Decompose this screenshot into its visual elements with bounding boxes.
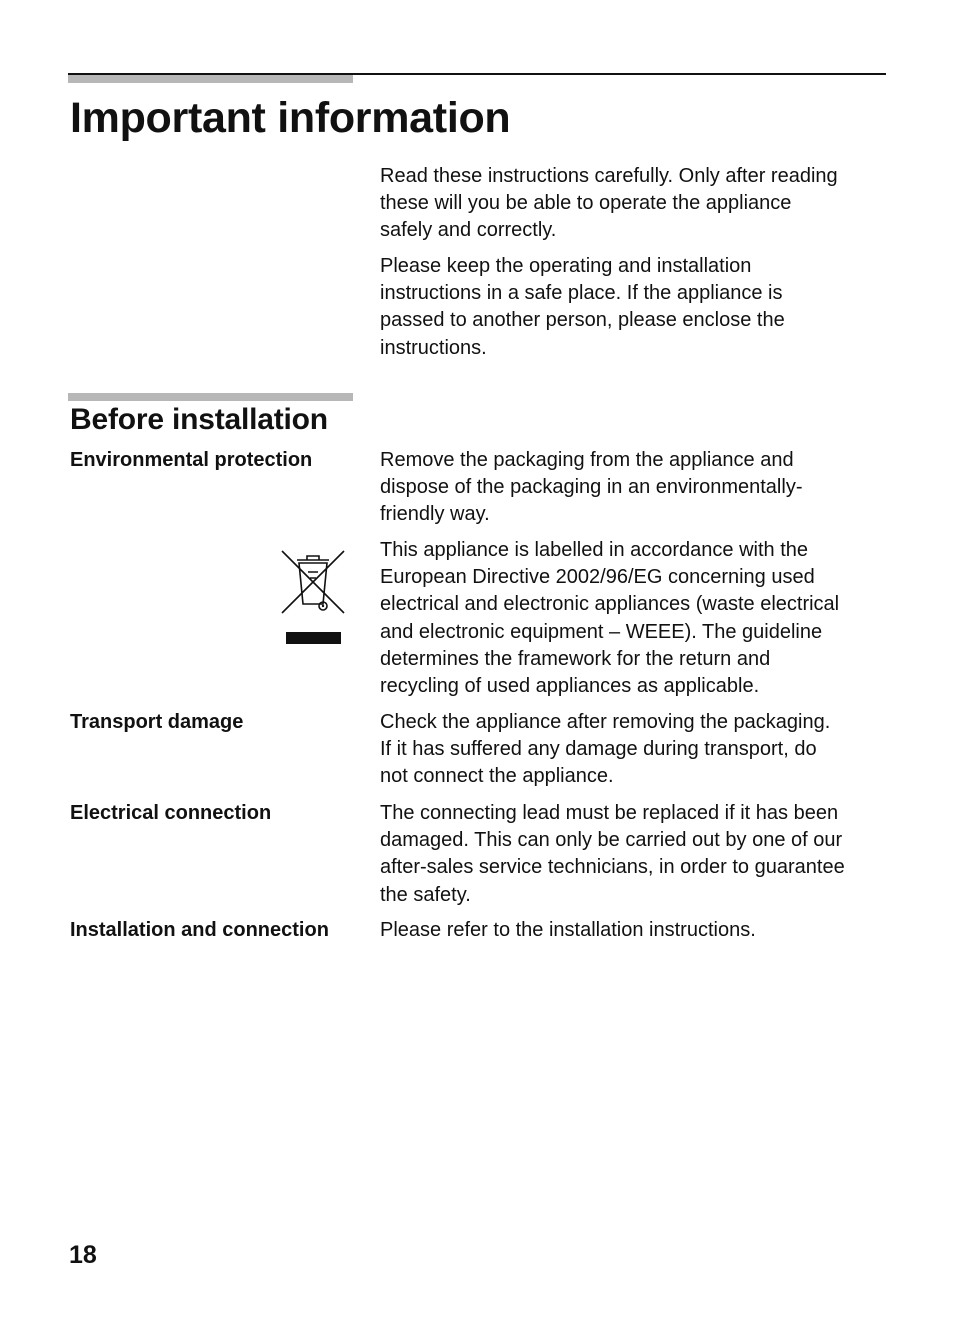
label-environmental-protection: Environmental protection (70, 449, 313, 471)
header-rule-accent (68, 75, 353, 83)
transport-paragraph: Check the appliance after removing the packaging. If it has suffered any damage during transport, do not connect the appliance. (380, 711, 831, 788)
label-electrical-connection: Electrical connection (70, 802, 272, 824)
environmental-paragraph-1: Remove the packaging from the appliance and dispose of the packaging in an environmentally- friendly way. (380, 449, 803, 526)
section-rule (68, 393, 353, 401)
electrical-paragraph: The connecting lead must be replaced if it has been damaged. This can only be carried out by one of our after-sales service technicians, in order to guarantee the safety. (380, 802, 845, 906)
section-title: Before installation (70, 403, 328, 436)
page-title: Important information (70, 94, 511, 142)
label-installation-and-connection: Installation and connection (70, 919, 329, 941)
page-number: 18 (69, 1241, 97, 1269)
intro-paragraph-1: Read these instructions carefully. Only after reading these will you be able to operate the appliance safely and correctly. (380, 165, 838, 242)
intro-paragraph-2: Please keep the operating and installation instructions in a safe place. If the appliance is passed to another person, please enclose the instructions. (380, 255, 785, 359)
header-rule (68, 73, 886, 75)
crossed-out-wheelie-bin-icon (278, 546, 348, 646)
installation-paragraph: Please refer to the installation instructions. (380, 919, 756, 941)
label-transport-damage: Transport damage (70, 711, 244, 733)
environmental-paragraph-2: This appliance is labelled in accordance with the European Directive 2002/96/EG concerning used electrical and electronic appliances (waste electrical and electronic equipment – WEEE). The guideline determines the framework for the return and recycling of used appliances as applicable. (380, 539, 840, 698)
